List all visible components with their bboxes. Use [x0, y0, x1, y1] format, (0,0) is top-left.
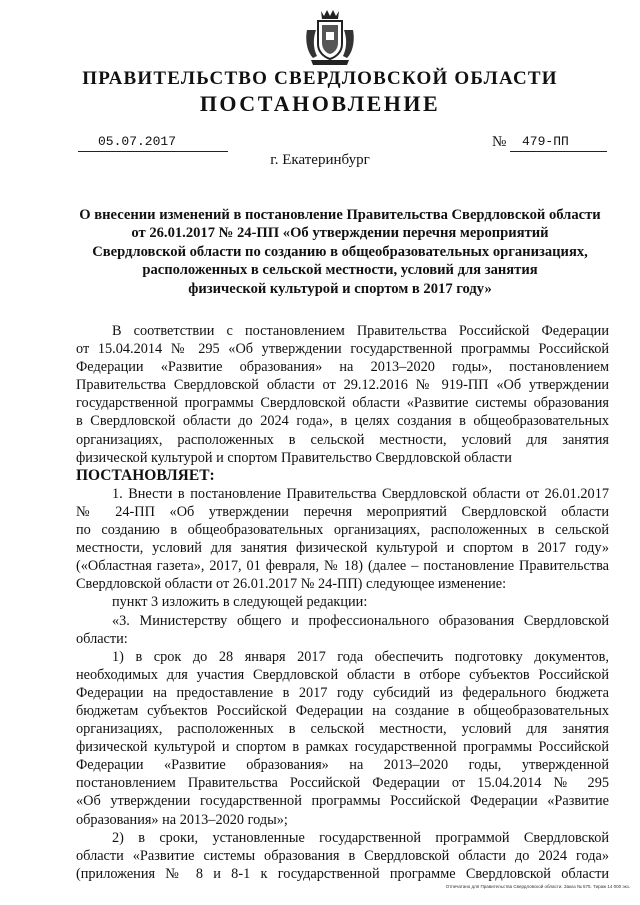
body-line: в Свердловской области до 2024 года», в целях создания в общеобразовательных: [76, 413, 609, 430]
document-number: 479-ПП: [510, 134, 607, 152]
body-line: области:: [76, 630, 128, 647]
government-title: ПРАВИТЕЛЬСТВО СВЕРДЛОВСКОЙ ОБЛАСТИ: [82, 68, 558, 89]
body-line: Свердловской области от 26.01.2017 № 24-ПП) следующее изменение:: [76, 576, 507, 593]
document-body: [76, 322, 609, 883]
body-line: от 15.04.2014 № 295 «Об утверждении государственной программы Российской: [76, 341, 609, 358]
body-line: 2) в сроки, установленные государственной программой Свердловской: [112, 829, 609, 846]
body-line: 1. Внести в постановление Правительства Свердловской области от 26.01.2017: [112, 485, 609, 502]
body-line: организациях, расположенных в сельской местности, условий для занятия: [76, 431, 609, 448]
document-heading: [76, 206, 604, 298]
body-line: В соответствии с постановлением Правительства Российской Федерации: [112, 323, 609, 339]
body-line: Правительства Свердловской области от 29.12.2016 № 919-ПП «Об утверждении: [76, 377, 609, 394]
body-line: государственной программы Свердловской области «Развитие системы образования: [76, 395, 609, 412]
body-line: по созданию в общеобразовательных организациях, расположенных в сельской: [76, 522, 609, 539]
body-line: области «Развитие системы образования в Свердловской области до 2024 года»: [76, 847, 609, 864]
heading-line: от 26.01.2017 № 24-ПП «Об утверждении перечня мероприятий: [131, 225, 549, 242]
heading-line: физической культурой и спортом в 2017 году»: [188, 280, 492, 297]
body-line: 1) в срок до 28 января 2017 года обеспечить подготовку документов,: [112, 648, 609, 665]
body-line: Федерации «Развитие образования» на 2013–2020 годы», постановлением: [76, 359, 609, 376]
number-sign: №: [492, 134, 507, 150]
body-line: Федерации на предоставление в 2017 году субсидий из федерального бюджета: [76, 684, 609, 701]
print-note: Отпечатано для Правительства Свердловской области. Заказ № 575. Тираж 14 000 экз.: [445, 884, 630, 889]
coat-of-arms-icon: [301, 8, 359, 68]
body-line: Федерации «Развитие образования» на 2013–2020 годы, утвержденной: [76, 757, 609, 774]
city: г. Екатеринбург: [270, 152, 370, 168]
body-line: необходимых для участия Свердловской области в отборе субъектов Российской: [76, 666, 609, 683]
body-line: «3. Министерству общего и профессионального образования Свердловской: [112, 612, 609, 629]
heading-line: О внесении изменений в постановление Правительства Свердловской области: [79, 207, 601, 223]
body-line: образования» на 2013–2020 годы»;: [76, 811, 288, 828]
document-date: 05.07.2017: [78, 134, 228, 152]
body-line: (приложения № 8 и 8-1 к государственной программе Свердловской области: [76, 865, 609, 882]
document-type: ПОСТАНОВЛЕНИЕ: [199, 91, 441, 116]
body-line: («Областная газета», 2017, 01 февраля, № 18) (далее – постановление Правительства: [76, 558, 609, 575]
body-line: пункт 3 изложить в следующей редакции:: [112, 594, 368, 611]
body-line: бюджетам субъектов Российской Федерации на создание в общеобразовательных: [76, 702, 609, 719]
body-line: постановлением Правительства Российской Федерации от 15.04.2014 № 295: [76, 775, 609, 792]
heading-line: Свердловской области по созданию в общеобразовательных организациях,: [92, 243, 588, 260]
heading-line: расположенных в сельской местности, условий для занятия: [142, 262, 538, 279]
body-line: организациях, расположенных в сельской местности, условий для занятия: [76, 721, 609, 738]
body-line: местности, условий для занятия физической культурой и спортом в 2017 году»: [76, 540, 609, 557]
body-line: «Об утверждении государственной программы Российской Федерации «Развитие: [76, 793, 609, 810]
body-line: физической культурой и спортом в рамках государственной программы Российской: [76, 739, 609, 756]
decision-keyword: ПОСТАНОВЛЯЕТ:: [76, 466, 215, 484]
body-line: № 24-ПП «Об утверждении перечня мероприятий Свердловской области: [76, 503, 609, 520]
body-line: физической культурой и спортом Правительство Свердловской области: [76, 449, 512, 466]
